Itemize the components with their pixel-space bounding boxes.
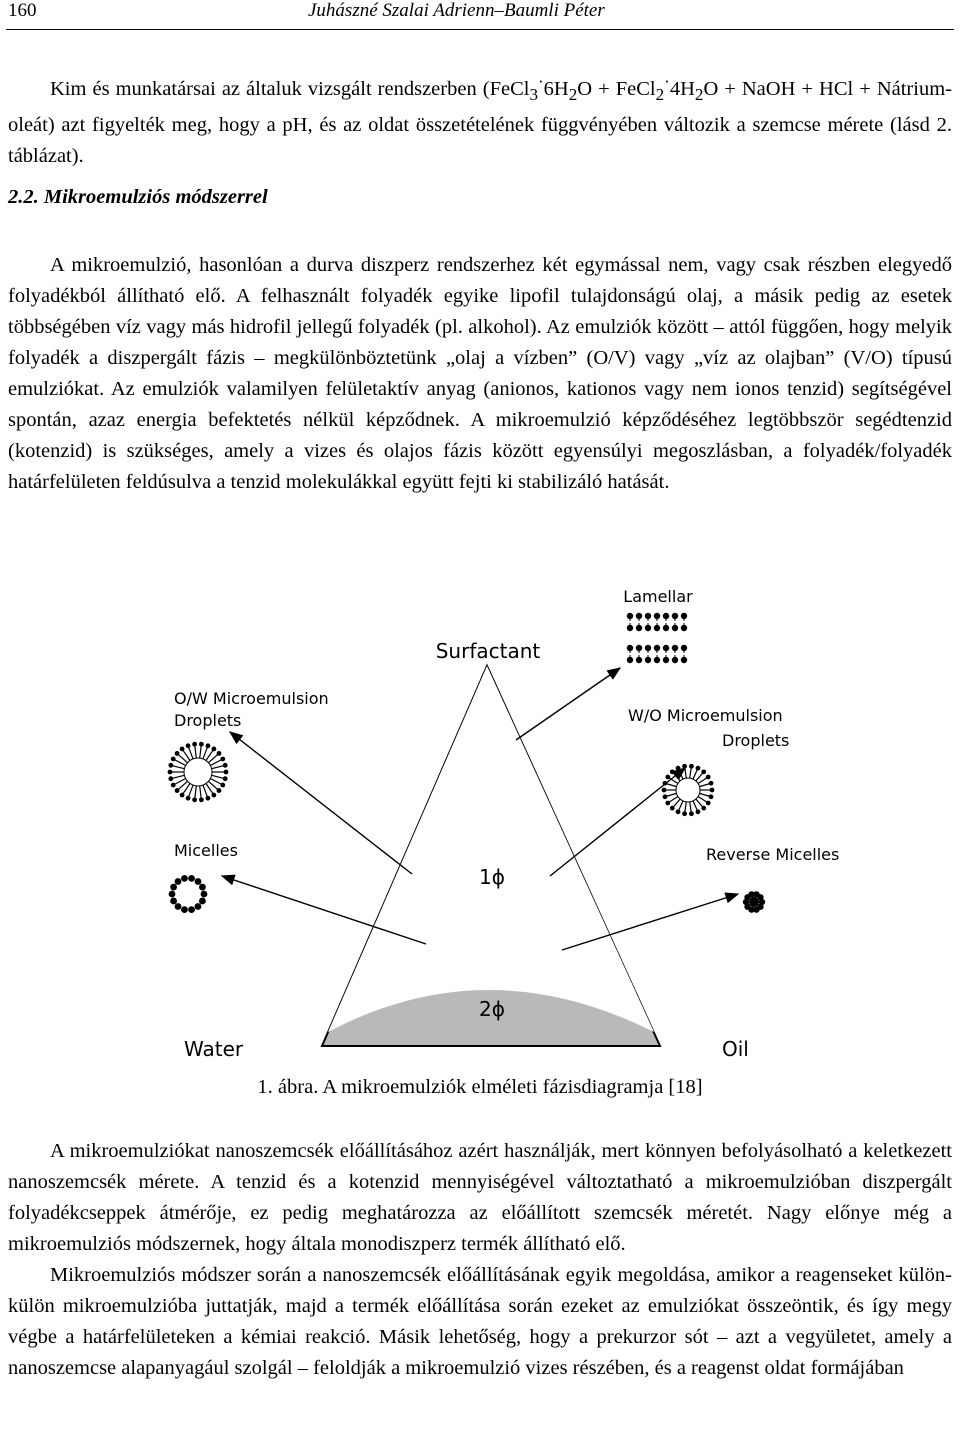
- droplet-head: [676, 766, 681, 771]
- droplet-head: [696, 766, 701, 771]
- droplet-head: [670, 769, 675, 774]
- reverse-micelle-core: [749, 897, 759, 907]
- droplet-head: [663, 781, 668, 786]
- droplet-head: [696, 809, 701, 814]
- droplet-head: [192, 742, 197, 747]
- label-reverse-micelles: Reverse Micelles: [706, 845, 840, 864]
- droplet-head: [206, 743, 211, 748]
- ow-droplet-icon: [168, 742, 229, 802]
- running-header: [8, 0, 952, 26]
- label-wo-line2: Droplets: [722, 731, 790, 750]
- droplet-head: [682, 764, 687, 769]
- wo-droplet-icon: [662, 764, 715, 816]
- paragraph-2: A mikroemulzió, hasonlóan a durva diszperz rendszerhez két egymással nem, vagy csak részben elegyedő folyadékból állítható elő. A felhasznált folyadék egyike lipofil tulajdonságú olaj, a másik pedig az esetek többségében víz vagy más hidrofil jellegű folyadék (pl. alkohol). Az emulziók között – attól függően, hogy melyik folyadék a diszpergált fázis – megkülönböztetünk „olaj a vízben” (O/V) vagy „víz az olajban” (V/O) típusú emulziókat. Az emulziók valamilyen felületaktív anyag (anionos, kationos vagy nem ionos tenzid) segítségével spontán, azaz energia befektetés nélkül képződnek. A mikroemulzió képződéséhez legtöbbször segédtenzid (kotenzid) is szükséges, amely a vizes és olajos fázis között egyensúlyi megoszlásban, a folyadék/folyadék határfelületen feldúsulva a tenzid molekulákkal együtt fejti ki stabilizáló hatását.: [8, 254, 952, 493]
- droplet-head: [682, 811, 687, 816]
- micelle-icon: [169, 875, 208, 913]
- droplet-head: [168, 763, 173, 768]
- micelle-head: [201, 891, 208, 898]
- droplet-head: [706, 801, 711, 806]
- label-surfactant: Surfactant: [435, 639, 541, 663]
- droplet-head: [701, 806, 706, 811]
- droplet-head: [223, 763, 228, 768]
- droplet-head: [220, 757, 225, 762]
- micelle-head: [195, 878, 202, 885]
- micelle-head: [169, 891, 176, 898]
- droplet-head: [212, 747, 217, 752]
- droplet-head: [180, 747, 185, 752]
- droplet-head: [217, 788, 222, 793]
- droplet-head: [709, 781, 714, 786]
- reverse-micelle-head: [757, 894, 763, 900]
- section-title: 2.2. Mikroemulziós módszerrel: [8, 186, 268, 208]
- droplet-head: [168, 770, 173, 775]
- droplet-head: [701, 769, 706, 774]
- micelle-head: [181, 906, 188, 913]
- droplet-head: [710, 788, 715, 793]
- label-micelles: Micelles: [174, 841, 238, 860]
- micelle-head: [181, 875, 188, 882]
- droplet-head: [199, 797, 204, 802]
- figure-caption: 1. ábra. A mikroemulziók elméleti fázisdiagramja [18]: [257, 1076, 703, 1098]
- micelle-head: [199, 884, 206, 891]
- droplet-head: [676, 809, 681, 814]
- micelle-head: [170, 884, 177, 891]
- micelle-head: [175, 903, 182, 910]
- droplet-head: [186, 796, 191, 801]
- droplet-head: [689, 811, 694, 816]
- droplet-head: [220, 783, 225, 788]
- micelle-head: [188, 875, 195, 882]
- phase-diagram-figure: [150, 576, 850, 1066]
- reverse-micelle-icon: [743, 891, 765, 913]
- droplet-head: [206, 796, 211, 801]
- droplet-head: [217, 751, 222, 756]
- droplet-core: [676, 778, 700, 802]
- droplet-head: [186, 743, 191, 748]
- paragraph-1: Kim és munkatársai az általuk vizsgált rendszerben ($FeCl_3^\cdot 6H_2O$ + $FeCl_2^\cdot 4H_2O$ + NaOH + HCl + Nátrium-oleát) azt figyelték meg, hogy a pH, és az oldat összetételének függvényében változik a szemcse mérete (lásd 2. táblázat).: [8, 72, 952, 167]
- label-two-phase: 2ϕ: [479, 997, 505, 1021]
- droplet-head: [670, 806, 675, 811]
- droplet-head: [689, 764, 694, 769]
- label-one-phase: 1ϕ: [479, 865, 505, 889]
- droplet-head: [663, 794, 668, 799]
- droplet-head: [171, 757, 176, 762]
- droplet-head: [199, 742, 204, 747]
- paragraph-4: Mikroemulziós módszer során a nanoszemcsék előállításának egyik megoldása, amikor a reagenseket külön-külön mikroemulzióba juttatják, majd a termék előállítása során ezeket az emulziókat összeöntik, és így megy végbe a határfelületeken a kémiai reakció. Másik lehetőség, hogy a prekurzor sót – azt a vegyületet, amely a nanoszemcse alapanyagául szolgál – feloldják a mikroemulzió vizes részében, és a reagenst oldat formájában: [8, 1264, 952, 1379]
- page-number: 160: [8, 0, 37, 21]
- micelle-head: [188, 906, 195, 913]
- droplet-head: [192, 797, 197, 802]
- droplet-head: [709, 794, 714, 799]
- label-oil: Oil: [722, 1037, 749, 1061]
- arrow-ow-droplets: [230, 732, 412, 874]
- label-lamellar: Lamellar: [623, 587, 693, 606]
- droplet-head: [224, 770, 229, 775]
- micelle-head: [175, 878, 182, 885]
- micelle-head: [195, 903, 202, 910]
- droplet-head: [665, 775, 670, 780]
- label-ow-line1: O/W Microemulsion: [174, 689, 329, 708]
- lamellar-icon: [627, 613, 687, 663]
- droplet-head: [171, 783, 176, 788]
- droplet-head: [175, 751, 180, 756]
- header-rule: [6, 29, 954, 30]
- paragraph-3: A mikroemulziókat nanoszemcsék előállításához azért használják, mert könnyen befolyásolható a keletkezett nanoszemcsék mérete. A tenzid és a kotenzid mennyiségével változtatható a mikroemulzióban diszpergált folyadékcseppek átmérője, ez pedig meghatározza az előállított szemcsék méretét. Nagy előnye még a mikroemulziós módszernek, hogy általa monodiszperz termék állítható elő.: [8, 1140, 952, 1255]
- droplet-head: [706, 775, 711, 780]
- droplet-head: [175, 788, 180, 793]
- droplet-head: [168, 776, 173, 781]
- droplet-head: [665, 801, 670, 806]
- droplet-core: [184, 758, 212, 786]
- micelle-head: [170, 898, 177, 905]
- arrow-lamellar: [516, 668, 620, 740]
- running-title: Juhászné Szalai Adrienn–Baumli Péter: [308, 0, 605, 21]
- micelle-head: [199, 898, 206, 905]
- label-ow-line2: Droplets: [174, 711, 242, 730]
- droplet-head: [212, 793, 217, 798]
- one-phase-region: [328, 666, 654, 1032]
- droplet-head: [223, 776, 228, 781]
- label-water: Water: [184, 1037, 244, 1061]
- label-wo-line1: W/O Microemulsion: [628, 706, 783, 725]
- droplet-head: [662, 788, 667, 793]
- droplet-head: [180, 793, 185, 798]
